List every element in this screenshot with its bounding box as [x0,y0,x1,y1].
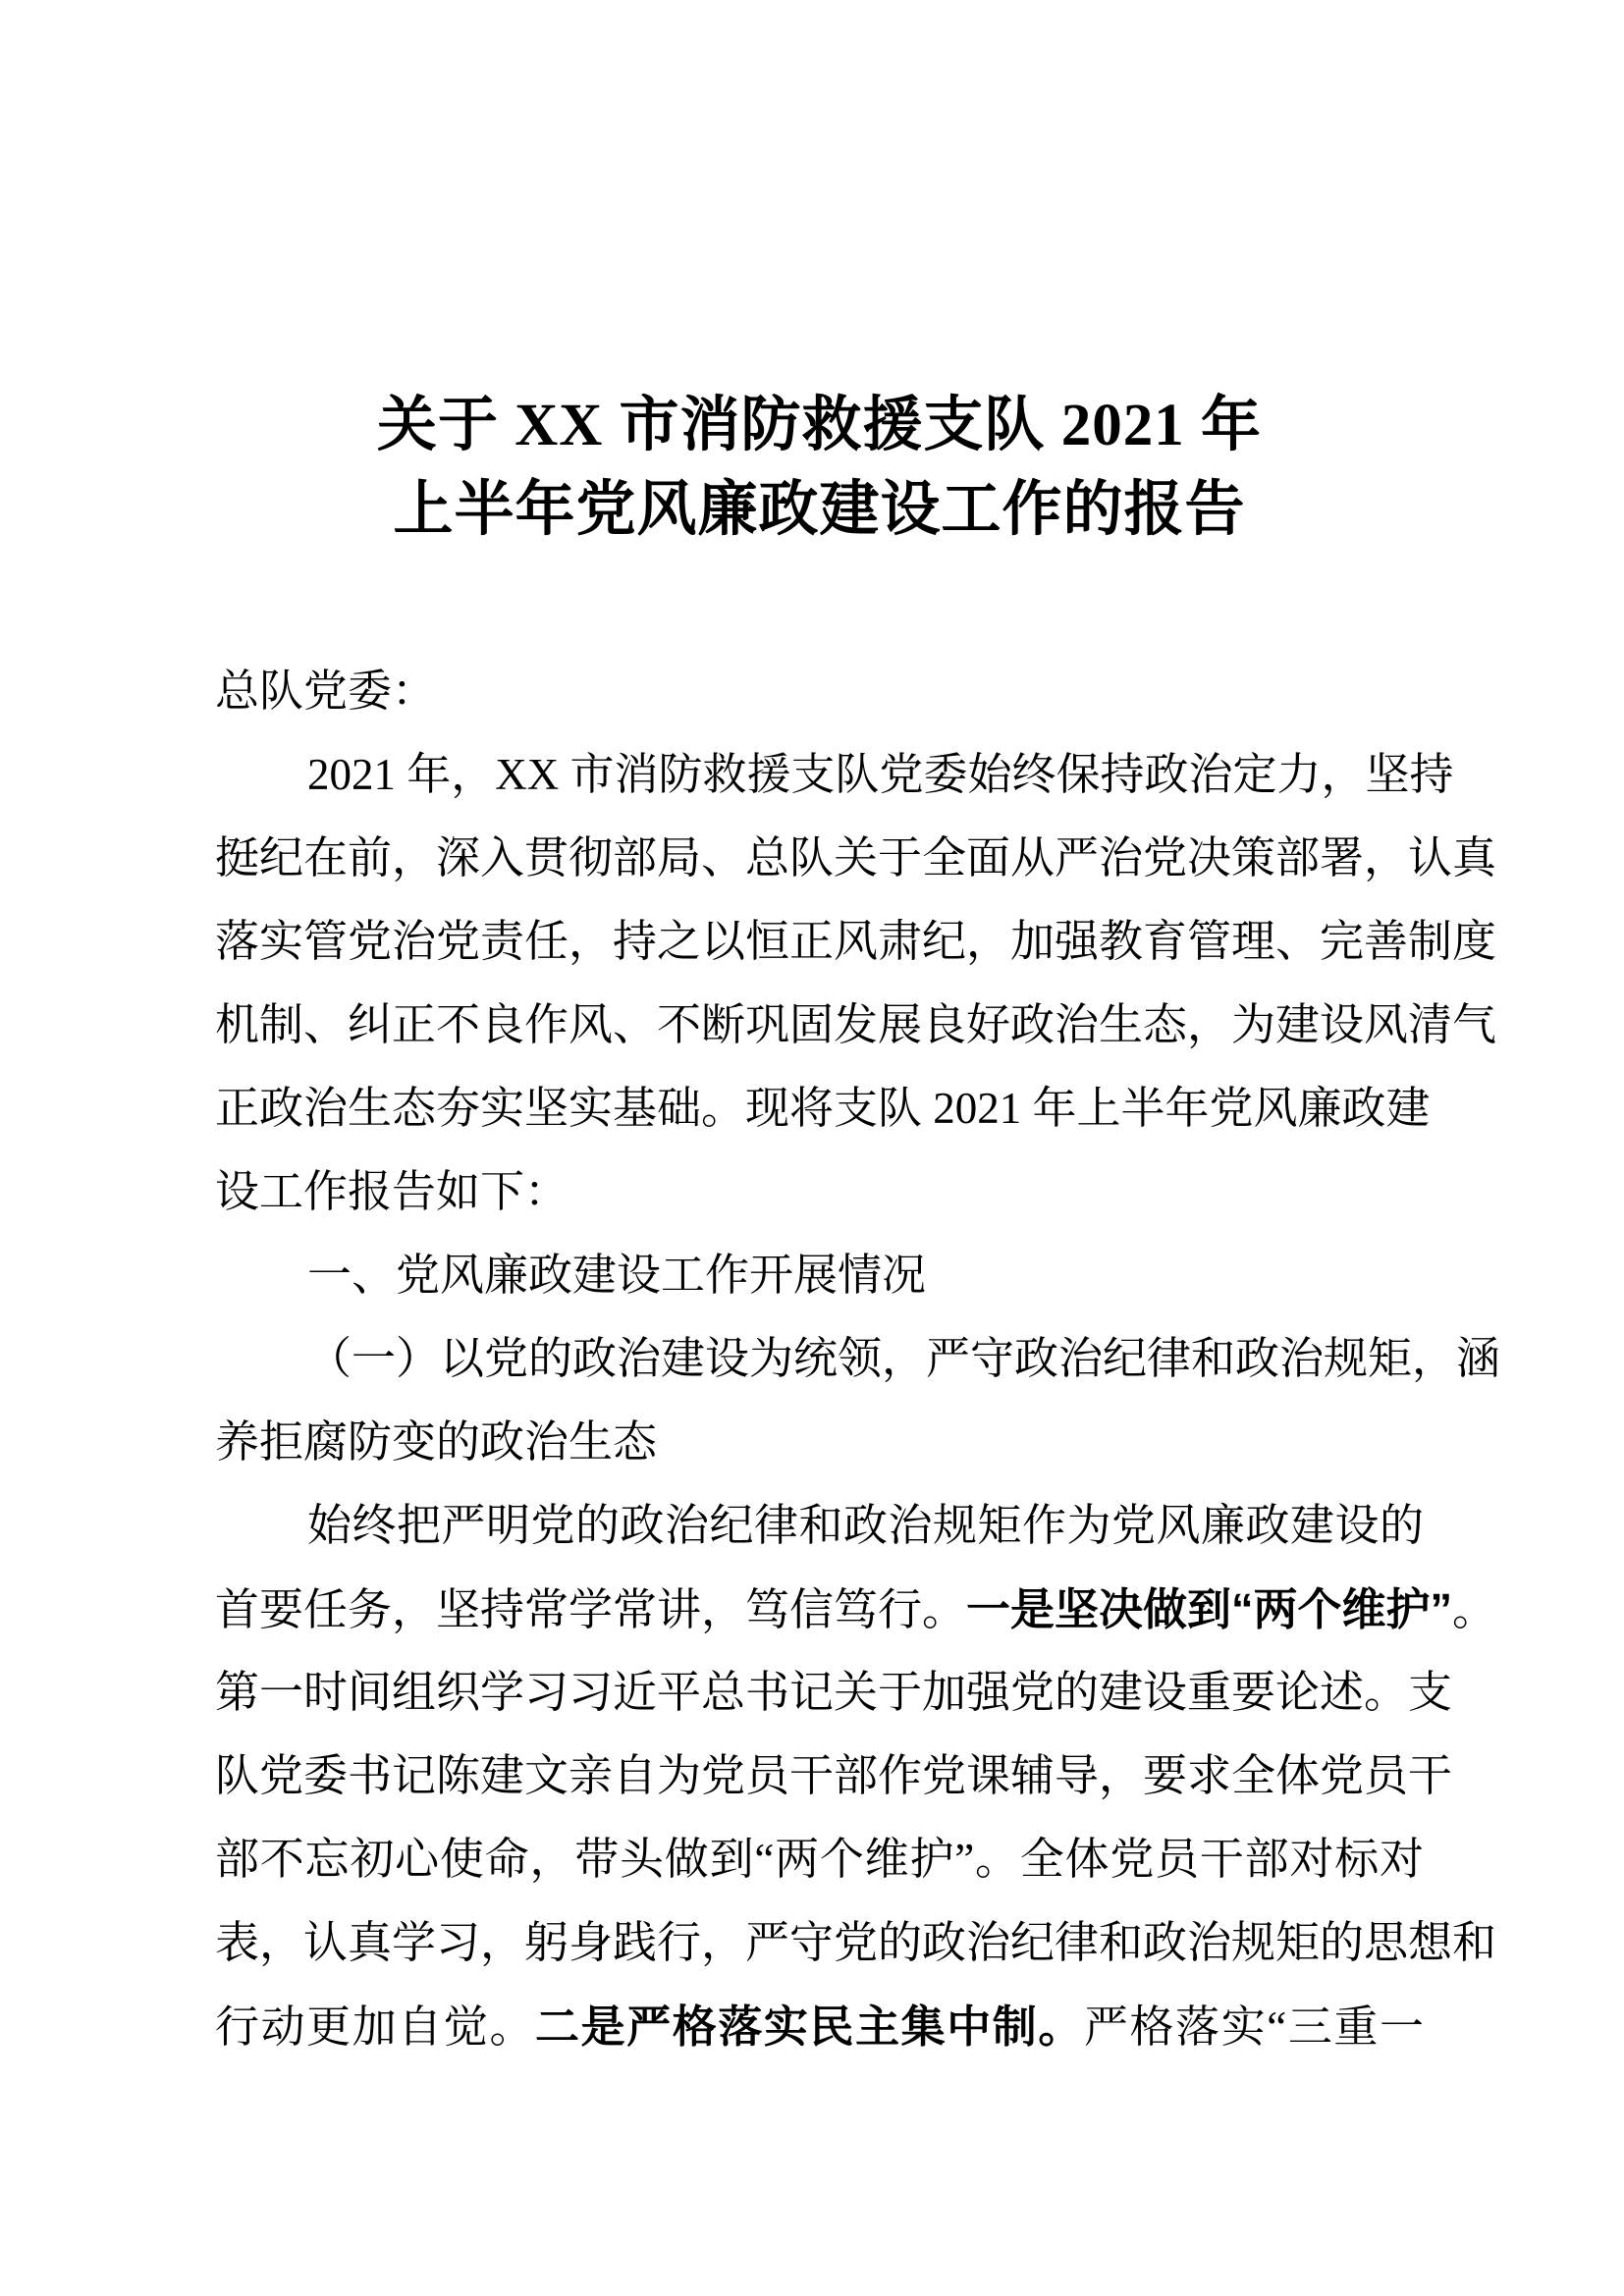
body-line: 正政治生态夯实坚实基础。现将支队 2021 年上半年党风廉政建 [215,1084,1431,1133]
body-line: 机制、纠正不良作风、不断巩固发展良好政治生态，为建设风清气 [215,1000,1497,1049]
subsection-heading-line: 养拒腐防变的政治生态 [215,1417,658,1467]
emphasis-run: 二是严格落实民主集中制。 [535,2002,1084,2052]
salutation-line: 总队党委： [215,667,437,716]
title-line-2: 上半年党风廉政建设工作的报告 [393,477,1246,543]
body-line: 队党委书记陈建文亲自为党员干部作党课辅导，要求全体党员干 [215,1751,1453,1800]
body-line: 设工作报告如下： [215,1167,569,1216]
body-line: 挺纪在前，深入贯彻部局、总队关于全面从严治党决策部署，认真 [215,833,1497,882]
body-line: 部不忘初心使命，带头做到“两个维护”。全体党员干部对标对 [215,1835,1424,1884]
body-line: 2021 年，XX 市消防救援支队党委始终保持政治定力，坚持 [307,750,1454,799]
section-heading-line: 一、党风廉政建设工作开展情况 [307,1251,927,1300]
body-text-run: 首要任务，坚持常学常讲，笃信笃行。 [215,1585,967,1634]
subsection-heading-line: （一）以党的政治建设为统领，严守政治纪律和政治规矩，涵 [307,1334,1501,1383]
body-line: 第一时间组织学习习近平总书记关于加强党的建设重要论述。支 [215,1668,1453,1717]
document-body [215,650,1501,2068]
body-text-run: 严格落实“三重一 [1083,2002,1424,2052]
body-line [215,1985,1424,2068]
title-line-1: 关于 XX 市消防救援支队 2021 年 [376,393,1263,458]
body-line: 始终把严明党的政治纪律和政治规矩作为党风廉政建设的 [307,1501,1424,1550]
body-line [215,1568,1497,1651]
body-text-run: 行动更加自觉。 [215,2002,536,2052]
document-title [215,384,1424,553]
body-text-run: 。 [1452,1585,1497,1634]
body-line: 落实管党治党责任，持之以恒正风肃纪，加强教育管理、完善制度 [215,917,1497,966]
emphasis-run: 一是坚决做到“两个维护” [966,1584,1453,1634]
body-line: 表，认真学习，躬身践行，严守党的政治纪律和政治规矩的思想和 [215,1918,1497,1967]
